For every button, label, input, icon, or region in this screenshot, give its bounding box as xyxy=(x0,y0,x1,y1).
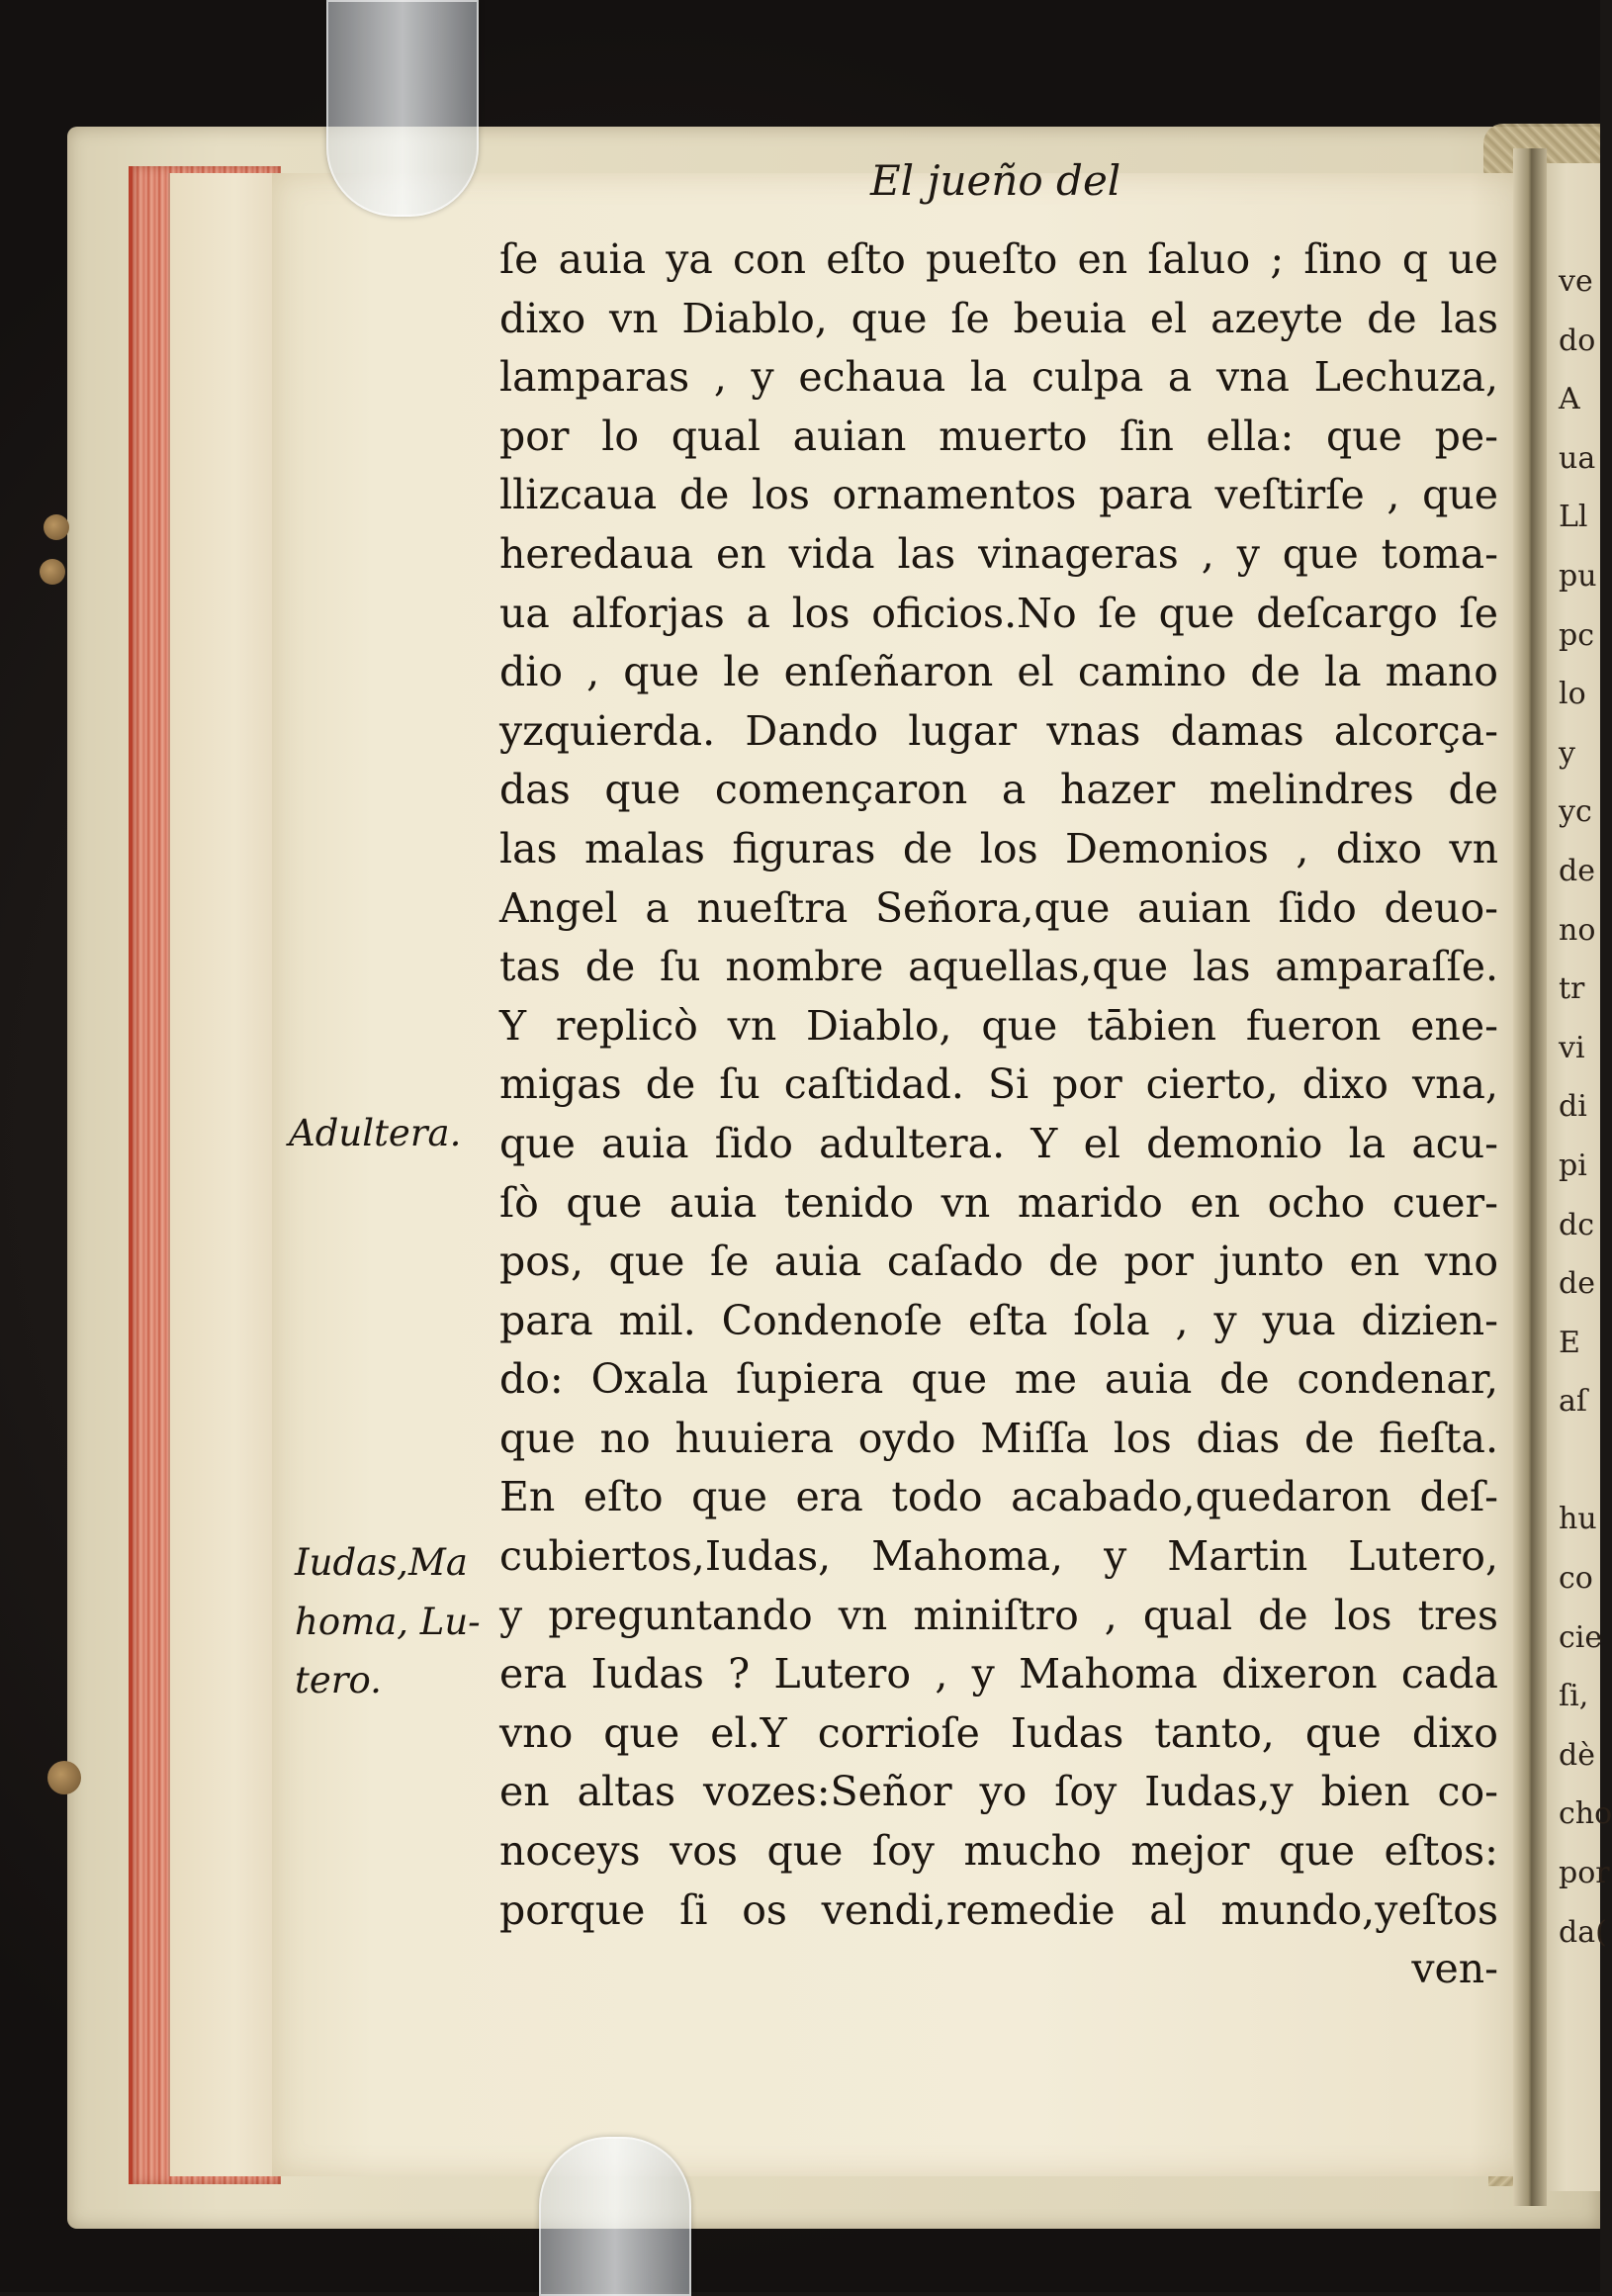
facing-fragment: cie xyxy=(1559,1619,1603,1655)
gutter xyxy=(1513,148,1547,2206)
margin-note-judas xyxy=(295,1533,481,1710)
facing-fragment: de xyxy=(1559,1266,1595,1302)
margin-note-adultera: Adultera. xyxy=(289,1112,462,1154)
margin-note-line: tero. xyxy=(295,1659,382,1702)
text-line: era Iudas ? Lutero , y Mahoma dixeron cada xyxy=(499,1650,1498,1699)
facing-fragment: Ll xyxy=(1559,500,1588,535)
catchword: ven- xyxy=(1411,1945,1498,1993)
text-line: do: Oxala ſupiera que me auia de condenar, xyxy=(499,1355,1498,1404)
facing-fragment: dc xyxy=(1559,1207,1595,1242)
text-line: pos, que ſe auia caſado de por junto en vno xyxy=(499,1238,1498,1286)
facing-fragment: di xyxy=(1559,1089,1587,1125)
binding-tie xyxy=(40,559,65,585)
facing-fragment xyxy=(1559,1431,1600,1491)
text-line: heredaua en vida las vinageras , y que toma- xyxy=(499,529,1498,578)
text-line: que auia ſido adultera. Y el demonio la acu- xyxy=(499,1119,1498,1167)
facing-fragment: aſ xyxy=(1559,1384,1587,1420)
text-line: por lo qual auian muerto ſin ella: que pe- xyxy=(499,412,1498,460)
margin-note-line: Iudas,Ma xyxy=(295,1541,468,1584)
text-line: ua alforjas a los oficios.No ſe que deſcargo ſe xyxy=(499,589,1498,637)
text-line: Angel a nueſtra Señora,que auian ſido deuo- xyxy=(499,883,1498,932)
facing-fragment: do xyxy=(1559,322,1596,358)
text-line: yzquierda. Dando lugar vnas damas alcorça- xyxy=(499,706,1498,755)
body-text xyxy=(499,230,1498,1999)
text-line: ſe auia ya con eſto pueſto en ſaluo ; ſino q ue xyxy=(499,235,1498,283)
facing-fragment: pu xyxy=(1559,558,1597,594)
text-line: las malas figuras de los Demonios , dixo vn xyxy=(499,824,1498,872)
facing-fragment: hu xyxy=(1559,1502,1597,1537)
text-line: noceys vos que ſoy mucho mejor que eſtos: xyxy=(499,1827,1498,1876)
text-line: llizcaua de los ornamentos para veſtirſe , que xyxy=(499,471,1498,519)
binding-tie xyxy=(44,514,69,540)
text-line: y preguntando vn miniſtro , qual de los tres xyxy=(499,1591,1498,1639)
text-line: das que començaron a hazer melindres de xyxy=(499,766,1498,814)
text-line: En eſto que era todo acabado,quedaron deſ- xyxy=(499,1473,1498,1521)
facing-fragment: ua xyxy=(1559,440,1596,476)
facing-fragment: no xyxy=(1559,912,1596,948)
text-line: vno que el.Y corrioſe Iudas tanto, que dixo xyxy=(499,1708,1498,1757)
facing-fragment: co xyxy=(1559,1561,1593,1597)
margin-note-line: homa, Lu- xyxy=(295,1600,481,1643)
text-line: en altas vozes:Señor yo ſoy Iudas,y bien co- xyxy=(499,1768,1498,1816)
facing-fragment: A xyxy=(1559,382,1580,417)
binding-tie xyxy=(47,1761,81,1794)
facing-fragment: lo xyxy=(1559,677,1586,712)
facing-fragment: y xyxy=(1559,735,1575,771)
text-line: para mil. Condenoſe eſta ſola , y yua dizien- xyxy=(499,1296,1498,1344)
facing-fragment: vi xyxy=(1559,1030,1585,1065)
text-line: migas de ſu caſtidad. Si por cierto, dixo vna, xyxy=(499,1060,1498,1109)
facing-fragment: da( xyxy=(1559,1914,1607,1950)
facing-page-text xyxy=(1559,252,1612,1962)
running-head: El jueño del xyxy=(870,156,1121,205)
book-clip-top xyxy=(326,0,479,217)
facing-fragment: tr xyxy=(1559,971,1585,1007)
facing-fragment: pc xyxy=(1559,617,1595,653)
facing-fragment: pi xyxy=(1559,1148,1587,1183)
facing-fragment: E xyxy=(1559,1325,1580,1360)
facing-fragment: ve xyxy=(1559,264,1593,299)
text-line: ſò que auia tenido vn marido en ocho cuer- xyxy=(499,1178,1498,1227)
book-clip-bottom xyxy=(539,2137,691,2296)
text-line: Y replicò vn Diablo, que tābien fueron ene- xyxy=(499,1001,1498,1050)
facing-fragment: por xyxy=(1559,1856,1610,1891)
text-line: dio , que le enſeñaron el camino de la mano xyxy=(499,648,1498,696)
text-line: porque ſi os vendi,remedie al mundo,yeſtos xyxy=(499,1885,1498,1934)
text-line: cubiertos,Iudas, Mahoma, y Martin Lutero, xyxy=(499,1532,1498,1581)
facing-fragment: de xyxy=(1559,853,1595,888)
text-line: lamparas , y echaua la culpa a vna Lechuza, xyxy=(499,353,1498,402)
facing-fragment: yc xyxy=(1559,794,1592,830)
facing-fragment: ſi, xyxy=(1559,1679,1589,1714)
text-line: que no huuiera oydo Miſſa los dias de fieſta. xyxy=(499,1414,1498,1462)
facing-fragment: dè xyxy=(1559,1737,1595,1773)
page-edge-inner xyxy=(168,173,279,2176)
facing-fragment: cho xyxy=(1559,1796,1612,1832)
text-line: tas de ſu nombre aquellas,que las amparaſſe. xyxy=(499,943,1498,991)
text-line: dixo vn Diablo, que ſe beuia el azeyte de las xyxy=(499,294,1498,342)
